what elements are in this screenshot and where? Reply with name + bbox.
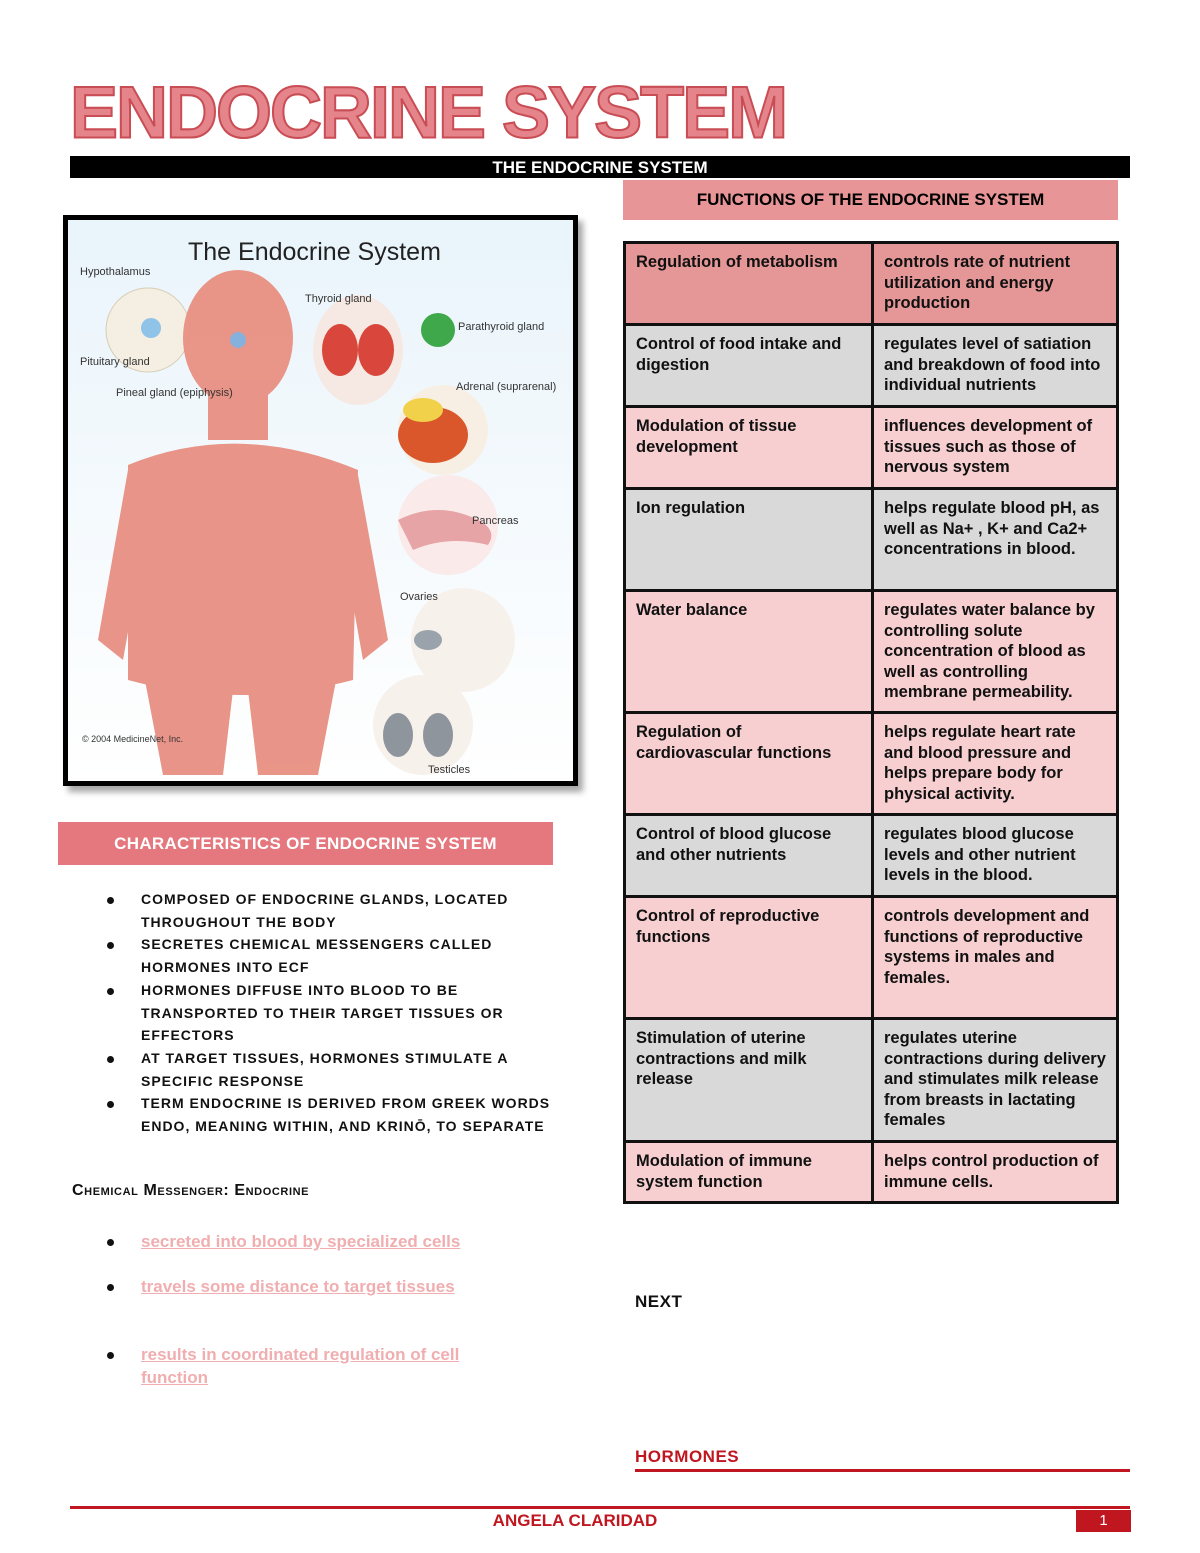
- functions-table: [623, 241, 1119, 1204]
- figure-title: The Endocrine System: [188, 238, 441, 266]
- function-name: Control of food intake and digestion: [625, 325, 873, 407]
- table-row: [625, 591, 1118, 713]
- table-row: [625, 1142, 1118, 1203]
- table-row: [625, 407, 1118, 489]
- footer-divider: [70, 1506, 1130, 1509]
- document-title: ENDOCRINE SYSTEM: [70, 72, 787, 154]
- function-desc: regulates blood glucose levels and other nutrient levels in the blood.: [873, 815, 1118, 897]
- list-item: TERM ENDOCRINE IS DERIVED FROM GREEK WORDS ENDO, MEANING WITHIN, AND KRINŌ, TO SEPARATE: [105, 1092, 575, 1137]
- testicles-shape: [383, 713, 413, 757]
- function-name: Stimulation of uterine contractions and milk release: [625, 1019, 873, 1142]
- figure-copyright: © 2004 MedicineNet, Inc.: [82, 734, 184, 744]
- list-item: HORMONES DIFFUSE INTO BLOOD TO BE TRANSPORTED TO THEIR TARGET TISSUES OR EFFECTORS: [105, 979, 575, 1047]
- label-hypothalamus: Hypothalamus: [80, 266, 151, 278]
- function-desc: controls rate of nutrient utilization and energy production: [873, 243, 1118, 325]
- function-desc: regulates water balance by controlling solute concentration of blood as well as controlling membrane permeability.: [873, 591, 1118, 713]
- table-row: [625, 1019, 1118, 1142]
- page-number: 1: [1076, 1510, 1131, 1532]
- characteristics-list: [105, 888, 575, 1138]
- table-row: [625, 897, 1118, 1019]
- function-name: Regulation of cardiovascular functions: [625, 713, 873, 815]
- function-desc: helps regulate heart rate and blood pressure and helps prepare body for physical activity.: [873, 713, 1118, 815]
- function-name: Control of reproductive functions: [625, 897, 873, 1019]
- label-pituitary: Pituitary gland: [80, 356, 150, 368]
- footer-author: ANGELA CLARIDAD: [492, 1511, 658, 1530]
- function-desc: controls development and functions of reproductive systems in males and females.: [873, 897, 1118, 1019]
- table-row: [625, 325, 1118, 407]
- function-name: Control of blood glucose and other nutrients: [625, 815, 873, 897]
- list-item: results in coordinated regulation of cell function: [105, 1343, 505, 1389]
- table-row: [625, 713, 1118, 815]
- section-bar: THE ENDOCRINE SYSTEM: [70, 156, 1130, 178]
- list-item: AT TARGET TISSUES, HORMONES STIMULATE A SPECIFIC RESPONSE: [105, 1047, 575, 1092]
- thyroid-shape: [322, 324, 358, 376]
- label-pineal: Pineal gland (epiphysis): [116, 387, 233, 399]
- function-desc: influences development of tissues such as those of nervous system: [873, 407, 1118, 489]
- endocrine-figure: [63, 215, 578, 786]
- label-adrenal: Adrenal (suprarenal): [456, 381, 557, 393]
- list-item: travels some distance to target tissues: [105, 1275, 525, 1298]
- hormones-divider: [635, 1469, 1130, 1472]
- next-label: NEXT: [635, 1292, 683, 1311]
- label-thyroid: Thyroid gland: [305, 293, 372, 305]
- hormones-heading: HORMONES: [635, 1447, 740, 1466]
- list-item: SECRETES CHEMICAL MESSENGERS CALLED HORMONES INTO ECF: [105, 933, 575, 978]
- chemical-messenger-list: [105, 1230, 525, 1253]
- function-name: Regulation of metabolism: [625, 243, 873, 325]
- parathyroid-shape: [421, 313, 455, 347]
- label-parathyroid: Parathyroid gland: [458, 321, 545, 333]
- ovaries-shape: [414, 630, 442, 650]
- function-desc: regulates uterine contractions during delivery and stimulates milk release from breasts in lactating females: [873, 1019, 1118, 1142]
- table-row: [625, 243, 1118, 325]
- label-pancreas: Pancreas: [472, 515, 519, 527]
- function-desc: regulates level of satiation and breakdown of food into individual nutrients: [873, 325, 1118, 407]
- characteristics-header: CHARACTERISTICS OF ENDOCRINE SYSTEM: [58, 822, 553, 865]
- list-item: secreted into blood by specialized cells: [105, 1230, 525, 1253]
- function-desc: helps control production of immune cells.: [873, 1142, 1118, 1203]
- functions-header: FUNCTIONS OF THE ENDOCRINE SYSTEM: [623, 180, 1118, 220]
- function-name: Modulation of immune system function: [625, 1142, 873, 1203]
- list-item: COMPOSED OF ENDOCRINE GLANDS, LOCATED THROUGHOUT THE BODY: [105, 888, 575, 933]
- table-row: [625, 489, 1118, 591]
- function-name: Modulation of tissue development: [625, 407, 873, 489]
- chemical-messenger-title: Chemical Messenger: Endocrine: [72, 1182, 310, 1199]
- table-row: [625, 815, 1118, 897]
- endocrine-illustration: [68, 220, 573, 781]
- label-ovaries: Ovaries: [400, 591, 438, 603]
- label-testicles: Testicles: [428, 764, 471, 776]
- function-name: Ion regulation: [625, 489, 873, 591]
- function-name: Water balance: [625, 591, 873, 713]
- function-desc: helps regulate blood pH, as well as Na+ , K+ and Ca2+ concentrations in blood.: [873, 489, 1118, 591]
